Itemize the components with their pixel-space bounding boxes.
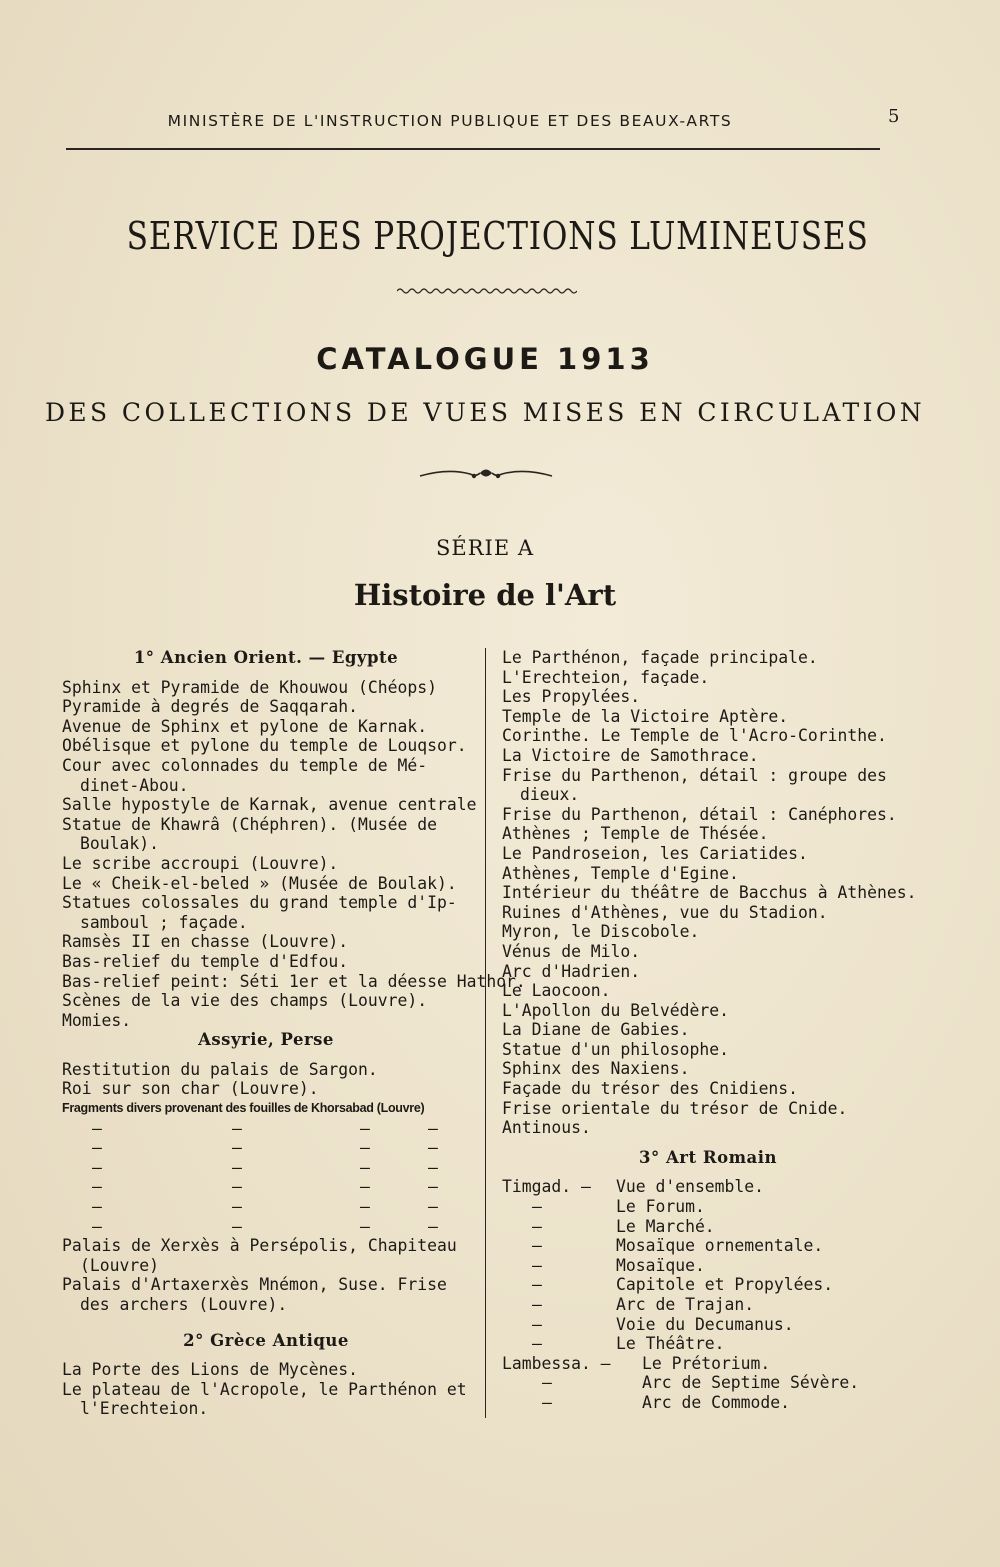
catalogue-title: CATALOGUE 1913 — [316, 342, 654, 376]
dash: — — [92, 1177, 102, 1197]
dash-row — [62, 1177, 470, 1197]
dash: — — [360, 1177, 370, 1197]
list-item: Salle hypostyle de Karnak, avenue centrale — [62, 795, 477, 815]
fragments-line: Fragments divers provenant des fouilles de Khorsabad (Louvre) — [62, 1101, 425, 1116]
timgad-row — [502, 1275, 914, 1295]
lambessa-row — [502, 1373, 914, 1393]
list-item: Mosaïque ornementale. — [616, 1236, 824, 1256]
dash: — — [360, 1118, 370, 1138]
main-title: SERVICE DES PROJECTIONS LUMINEUSES — [126, 214, 869, 258]
list-item: L'Erechteion, façade. — [502, 667, 710, 687]
dash: — — [532, 1216, 542, 1236]
list-item: Statue d'un philosophe. — [502, 1039, 729, 1059]
list-item: Statue de Khawrâ (Chéphren). (Musée de — [62, 814, 437, 834]
timgad-row — [502, 1217, 914, 1237]
lambessa-label: Lambessa. — — [502, 1353, 611, 1373]
dash: — — [532, 1255, 542, 1275]
dash: — — [360, 1216, 370, 1236]
list-item: L'Apollon du Belvédère. — [502, 1000, 729, 1020]
list-item: Intérieur du théâtre de Bacchus à Athènes. — [502, 883, 917, 903]
list-item: Scènes de la vie des champs (Louvre). — [62, 991, 428, 1011]
timgad-row — [502, 1315, 914, 1335]
dash: — — [532, 1236, 542, 1256]
list-item: l'Erechteion. — [80, 1399, 209, 1419]
dash: — — [532, 1295, 542, 1314]
list-item: Boulak). — [80, 834, 159, 854]
catalogue-subtitle: DES COLLECTIONS DE VUES MISES EN CIRCULATION — [44, 398, 926, 427]
running-header — [60, 112, 880, 130]
list-item: Les Propylées. — [502, 687, 641, 707]
list-item: Frise du Parthenon, détail : groupe des — [502, 765, 887, 785]
timgad-row — [502, 1236, 914, 1256]
dash: — — [232, 1157, 242, 1177]
dash: — — [360, 1138, 370, 1158]
dash-row — [62, 1158, 470, 1178]
serie-label: SÉRIE A — [436, 536, 534, 560]
dash: — — [360, 1197, 370, 1217]
list-item: Capitole et Propylées. — [616, 1275, 834, 1295]
list-item: Restitution du palais de Sargon. — [62, 1059, 378, 1079]
list-item: Le « Cheik-el-beled » (Musée de Boulak). — [62, 873, 457, 893]
list-item: Arc de Commode. — [642, 1392, 791, 1412]
list-item: Le Prétorium. — [642, 1353, 771, 1373]
list-item: Myron, le Discobole. — [502, 922, 700, 942]
dash: — — [428, 1197, 438, 1217]
list-item: Le Pandroseion, les Cariatides. — [502, 843, 808, 863]
list-item: Corinthe. Le Temple de l'Acro-Corinthe. — [502, 726, 887, 746]
dash-row — [62, 1217, 470, 1237]
list-item: Avenue de Sphinx et pylone de Karnak. — [62, 716, 428, 736]
list-item: Pyramide à degrés de Saqqarah. — [62, 697, 359, 717]
list-item: samboul ; façade. — [80, 912, 248, 932]
list-item: Arc d'Hadrien. — [502, 961, 641, 981]
list-item: des archers (Louvre). — [80, 1295, 288, 1314]
list-item: La Diane de Gabies. — [502, 1020, 690, 1040]
dash: — — [232, 1197, 242, 1217]
list-item: Ramsès II en chasse (Louvre). — [62, 932, 349, 952]
timgad-row — [502, 1197, 914, 1217]
dash: — — [92, 1197, 102, 1217]
left-column — [62, 648, 526, 1419]
dash: — — [428, 1177, 438, 1197]
section-title: Histoire de l'Art — [353, 578, 617, 612]
list-item: (Louvre) — [80, 1255, 159, 1275]
dash: — — [532, 1314, 542, 1334]
list-item: Le plateau de l'Acropole, le Parthénon et — [62, 1379, 467, 1399]
dash: — — [232, 1138, 242, 1158]
list-item: Antinous. — [502, 1118, 591, 1138]
dash: — — [232, 1177, 242, 1197]
header-rule — [66, 148, 880, 150]
list-item: Le Marché. — [616, 1216, 715, 1236]
list-item: Palais d'Artaxerxès Mnémon, Suse. Frise — [62, 1275, 447, 1295]
ministry-header: MINISTÈRE DE L'INSTRUCTION PUBLIQUE ET DES BEAUX-ARTS — [167, 112, 733, 130]
timgad-row — [502, 1295, 914, 1315]
list-item: Cour avec colonnades du temple de Mé- — [62, 755, 428, 775]
dash: — — [532, 1197, 542, 1217]
dash: — — [232, 1118, 242, 1138]
list-item: Momies. — [62, 1010, 132, 1030]
dash-row — [62, 1138, 470, 1158]
list-item: Ruines d'Athènes, vue du Stadion. — [502, 902, 828, 922]
list-item: Athènes, Temple d'Egine. — [502, 863, 739, 883]
list-item: La Victoire de Samothrace. — [502, 745, 759, 765]
timgad-row — [502, 1256, 914, 1276]
lambessa-row — [502, 1393, 914, 1413]
list-item: Bas-relief peint: Séti 1er et la déesse Hathor. — [62, 971, 526, 991]
right-column — [502, 648, 917, 1413]
dash: — — [532, 1334, 542, 1354]
list-item: Le Parthénon, façade principale. — [502, 648, 818, 667]
list-item: Le scribe accroupi (Louvre). — [62, 853, 339, 873]
dash: — — [92, 1118, 102, 1138]
heading-egypte: 1° Ancien Orient. — Egypte — [133, 648, 399, 667]
page-number: 5 — [888, 106, 900, 127]
ornament-divider — [418, 464, 554, 482]
list-item: Sphinx et Pyramide de Khouwou (Chéops) — [62, 677, 437, 697]
dash: — — [428, 1138, 438, 1158]
timgad-row — [502, 1334, 914, 1354]
list-item: Mosaïque. — [616, 1255, 705, 1275]
list-item: Palais de Xerxès à Persépolis, Chapiteau — [62, 1236, 457, 1256]
list-item: Le Forum. — [616, 1197, 705, 1217]
dash: — — [92, 1138, 102, 1158]
dash: — — [428, 1118, 438, 1138]
list-item: Temple de la Victoire Aptère. — [502, 706, 789, 726]
dash: — — [92, 1157, 102, 1177]
timgad-label: Timgad. — — [502, 1177, 591, 1197]
list-item: Statues colossales du grand temple d'Ip- — [62, 893, 457, 913]
list-item: Frise orientale du trésor de Cnide. — [502, 1098, 848, 1118]
list-item: Vue d'ensemble. — [616, 1177, 765, 1197]
list-item: Voie du Decumanus. — [616, 1314, 794, 1334]
dash: — — [428, 1157, 438, 1177]
list-item: Frise du Parthenon, détail : Canéphores. — [502, 804, 897, 824]
dash: — — [542, 1392, 552, 1412]
list-item: Façade du trésor des Cnidiens. — [502, 1079, 799, 1099]
timgad-row — [502, 1177, 914, 1197]
list-item: Roi sur son char (Louvre). — [62, 1079, 319, 1099]
dash: — — [542, 1373, 552, 1393]
list-item: dieux. — [520, 785, 580, 805]
list-item: Vénus de Milo. — [502, 941, 641, 961]
list-item: Arc de Septime Sévère. — [642, 1373, 860, 1393]
list-item: Obélisque et pylone du temple de Louqsor. — [62, 736, 467, 756]
list-item: dinet-Abou. — [80, 775, 189, 795]
dash: — — [232, 1216, 242, 1236]
heading-grece: 2° Grèce Antique — [183, 1330, 349, 1350]
heading-romain: 3° Art Romain — [639, 1147, 777, 1167]
list-item: Athènes ; Temple de Thésée. — [502, 824, 769, 844]
column-divider — [485, 648, 486, 1418]
list-item: Le Théâtre. — [616, 1334, 725, 1354]
heading-assyrie: Assyrie, Perse — [198, 1030, 334, 1050]
wavy-divider — [397, 286, 577, 296]
dash-row — [62, 1197, 470, 1217]
dash: — — [92, 1216, 102, 1236]
list-item: La Porte des Lions de Mycènes. — [62, 1360, 359, 1380]
dash: — — [360, 1157, 370, 1177]
dash-row — [62, 1119, 470, 1139]
lambessa-row — [502, 1354, 914, 1374]
list-item: Le Laocoon. — [502, 981, 611, 1001]
dash: — — [428, 1216, 438, 1236]
list-item: Arc de Trajan. — [616, 1295, 755, 1314]
list-item: Bas-relief du temple d'Edfou. — [62, 951, 349, 971]
list-item: Sphinx des Naxiens. — [502, 1059, 690, 1079]
dash: — — [532, 1275, 542, 1295]
